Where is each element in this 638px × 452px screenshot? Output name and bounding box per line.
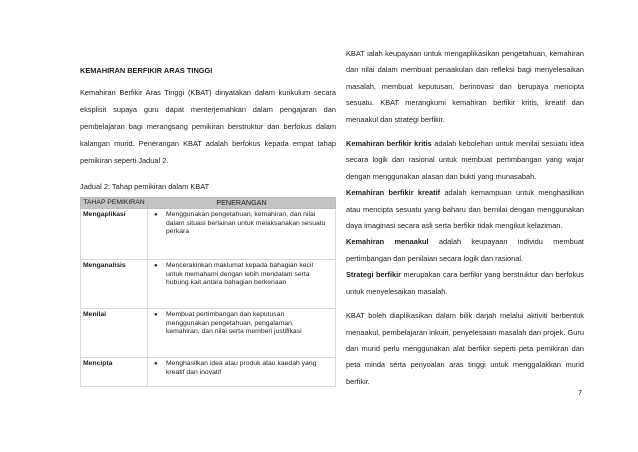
- description-text: Membuat pertimbangan dan keputusan menggunakan pengetahuan, pengalaman, kemahiran, dan nilai serta memberi justifikasi: [166, 311, 302, 336]
- bullet-icon: ●: [154, 212, 158, 219]
- critical-thinking-paragraph: [346, 136, 584, 185]
- critical-thinking-term: Kemahiran berfikir kritis: [346, 139, 432, 149]
- description-text: Menghasilkan idea atau produk atau kaedah yang kreatif dan inovatif: [166, 360, 317, 376]
- table-row: [81, 260, 336, 309]
- page-number: 7: [578, 388, 583, 397]
- bullet-icon: ●: [154, 312, 158, 319]
- description-cell: [148, 260, 336, 309]
- section-heading: KEMAHIRAN BERFIKIR ARAS TINGGI: [80, 66, 213, 75]
- thinking-strategy-paragraph: [346, 267, 584, 300]
- reasoning-paragraph: [346, 234, 584, 267]
- table-row: [81, 358, 336, 387]
- bullet-icon: ●: [154, 263, 158, 270]
- level-cell: Menilai: [81, 309, 148, 358]
- description-text: Mencerakinkan maklumat kepada bahagian kecil untuk memahami dengan lebih mendalam serta hubung kait antara bahagian berkenaan: [166, 262, 313, 287]
- thinking-levels-table: [80, 197, 336, 387]
- left-column: [80, 66, 336, 387]
- description-cell: [148, 358, 336, 387]
- reasoning-text: adalah keupayaan individu membuat pertimbangan dan penilaian secara logik dan rasional.: [346, 237, 584, 263]
- creative-thinking-term: Kemahiran berfikir kreatif: [346, 188, 441, 198]
- header-description: PENERANGAN: [148, 198, 336, 209]
- creative-thinking-text: adalah kemampuan untuk menghasilkan atau mencipta sesuatu yang baharu dan bernilai dengan menggunakan daya imaginasi secara asli serta berfikir tidak mengikut kelaziman.: [346, 188, 584, 231]
- description-cell: [148, 309, 336, 358]
- kbat-definition-paragraph: KBAT ialah keupayaan untuk mengaplikasikan pengetahuan, kemahiran dan nilai dalam membuat penaakulan dan refleksi bagi menyelesaikan masalah, membuat keputusan, berinovasi dan berupaya mencipta sesuatu. KBAT merangkumi kemahiran berfikir kritis, kreatif dan menaakul dan strategi berfikir.: [346, 49, 584, 124]
- table-row: [81, 209, 336, 260]
- bullet-icon: ●: [154, 361, 158, 368]
- thinking-strategy-text: merupakan cara berfikir yang berstruktur dan berfokus untuk menyelesaikan masalah.: [346, 270, 584, 296]
- description-text: Menggunakan pengetahuan, kemahiran, dan nilai dalam situasi berlainan untuk melaksanakan sesuatu perkara: [166, 211, 326, 236]
- table-row: [81, 309, 336, 358]
- classroom-application-paragraph: KBAT boleh diaplikasikan dalam bilik darjah melalui aktiviti berbentuk menaakul, pembelajaran inkuiri, penyelesaian masalah dan projek. Guru dan murid perlu menggunakan alat berfikir seperti peta pemikiran dan peta minda serta penyoalan aras tinggi untuk menggalakkan murid berfikir.: [346, 311, 584, 386]
- reasoning-term: Kemahiran menaakul: [346, 237, 429, 247]
- level-cell: Menganalisis: [81, 260, 148, 309]
- header-level: TAHAP PEMIKIRAN: [81, 198, 148, 209]
- level-cell: Mengaplikasi: [81, 209, 148, 260]
- critical-thinking-text: adalah kebolehan untuk menilai sesuatu idea secara logik dan rasional untuk membuat pertimbangan yang wajar dengan menggunakan alasan dan bukti yang munasabah.: [346, 139, 584, 181]
- table-caption: Jadual 2: Tahap pemikiran dalam KBAT: [80, 182, 210, 191]
- thinking-strategy-term: Strategi berfikir: [346, 270, 402, 280]
- intro-paragraph: Kemahiran Berfikir Aras Tinggi (KBAT) dinyatakan dalam kurikulum secara eksplisit supaya guru dapat menterjemahkan dalam pengajaran dan pembelajaran bagi merangsang pemikiran berstruktur dan berfokus dalam kalangan murid. Penerangan KBAT adalah berfokus kepada empat tahap pemikiran seperti Jadual 2.: [80, 88, 336, 165]
- description-cell: [148, 209, 336, 260]
- creative-thinking-paragraph: [346, 185, 584, 234]
- level-cell: Mencipta: [81, 358, 148, 387]
- right-column: [346, 46, 584, 390]
- table-header-row: [81, 198, 336, 209]
